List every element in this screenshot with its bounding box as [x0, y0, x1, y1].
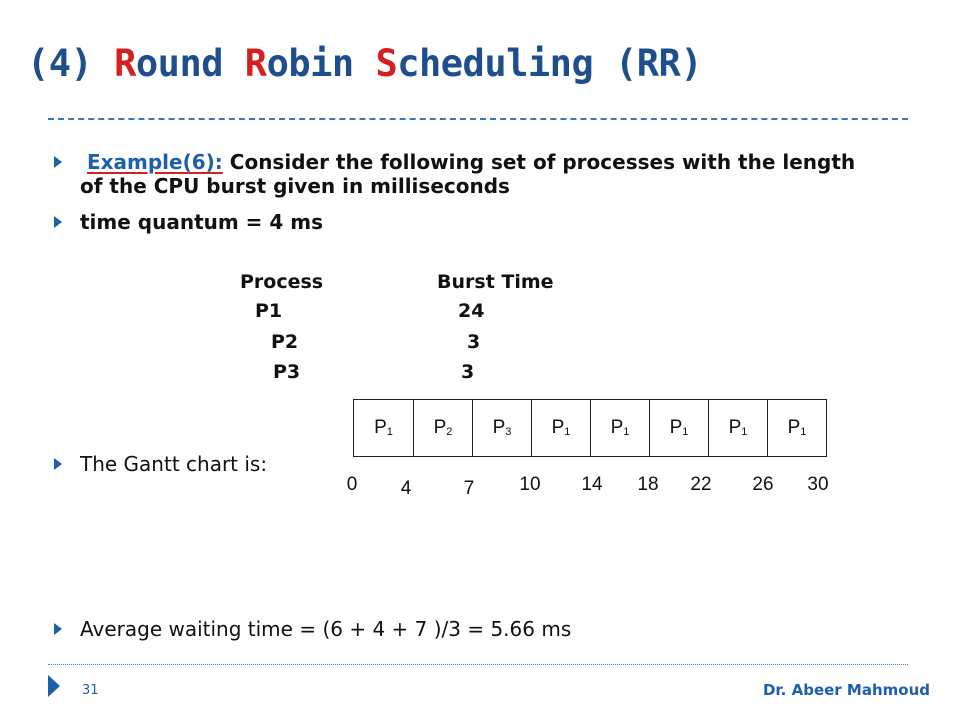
gantt-cell-p2: P $_2$	[413, 400, 472, 456]
bullet-arrow-icon	[54, 216, 62, 228]
gantt-cell-p1: P $_1$	[531, 400, 590, 456]
example-label: Example(6):	[86, 150, 223, 174]
gantt-cell-p1: P $_1$	[708, 400, 767, 456]
title-divider	[48, 118, 908, 120]
author-name: Dr. Abeer Mahmoud	[762, 681, 930, 699]
slide-title: (4) Round Robin Scheduling (RR)	[27, 42, 703, 85]
gantt-tick-label: 22	[690, 474, 712, 495]
time-quantum-text: time quantum = 4 ms	[80, 210, 324, 234]
example-line-2: of the CPU burst given in milliseconds	[80, 174, 510, 198]
footer-divider	[48, 664, 908, 665]
gantt-tick-label: 4	[400, 478, 412, 499]
bullet-arrow-icon	[54, 623, 62, 635]
example-line-1: Example(6): Consider the following set of processes with the length	[86, 150, 856, 174]
gantt-cell-p1: P $_1$	[767, 400, 826, 456]
gantt-tick-label: 0	[346, 474, 358, 495]
gantt-tick-label: 7	[463, 478, 475, 499]
bullet-arrow-icon	[54, 458, 62, 470]
gantt-tick-label: 18	[637, 474, 659, 495]
table-row-p2-burst: 3	[467, 331, 481, 353]
table-header-burst: Burst Time	[437, 271, 554, 293]
gantt-cell-p1: P $_1$	[590, 400, 649, 456]
bullet-arrow-icon	[54, 156, 62, 168]
gantt-tick-label: 26	[752, 474, 774, 495]
gantt-tick-label: 10	[519, 474, 541, 495]
gantt-intro-text: The Gantt chart is:	[80, 452, 268, 476]
footer-triangle-icon	[48, 675, 60, 697]
page-number: 31	[82, 683, 99, 698]
gantt-cell-p3: P $_3$	[472, 400, 531, 456]
table-header-process: Process	[240, 271, 324, 293]
gantt-chart	[353, 399, 827, 457]
average-waiting-time-text: Average waiting time = (6 + 4 + 7 )/3 = 5.66 ms	[80, 617, 572, 641]
table-row-p3-process: P3	[273, 361, 301, 383]
table-row-p1-process: P1	[255, 300, 283, 322]
gantt-tick-label: 30	[807, 474, 829, 495]
gantt-cell-p1: P $_1$	[374, 417, 393, 438]
table-row-p3-burst: 3	[461, 361, 475, 383]
gantt-tick-label: 14	[581, 474, 603, 495]
table-row-p1-burst: 24	[458, 300, 485, 322]
table-row-p2-process: P2	[271, 331, 299, 353]
gantt-cell-p1: P $_1$	[649, 400, 708, 456]
